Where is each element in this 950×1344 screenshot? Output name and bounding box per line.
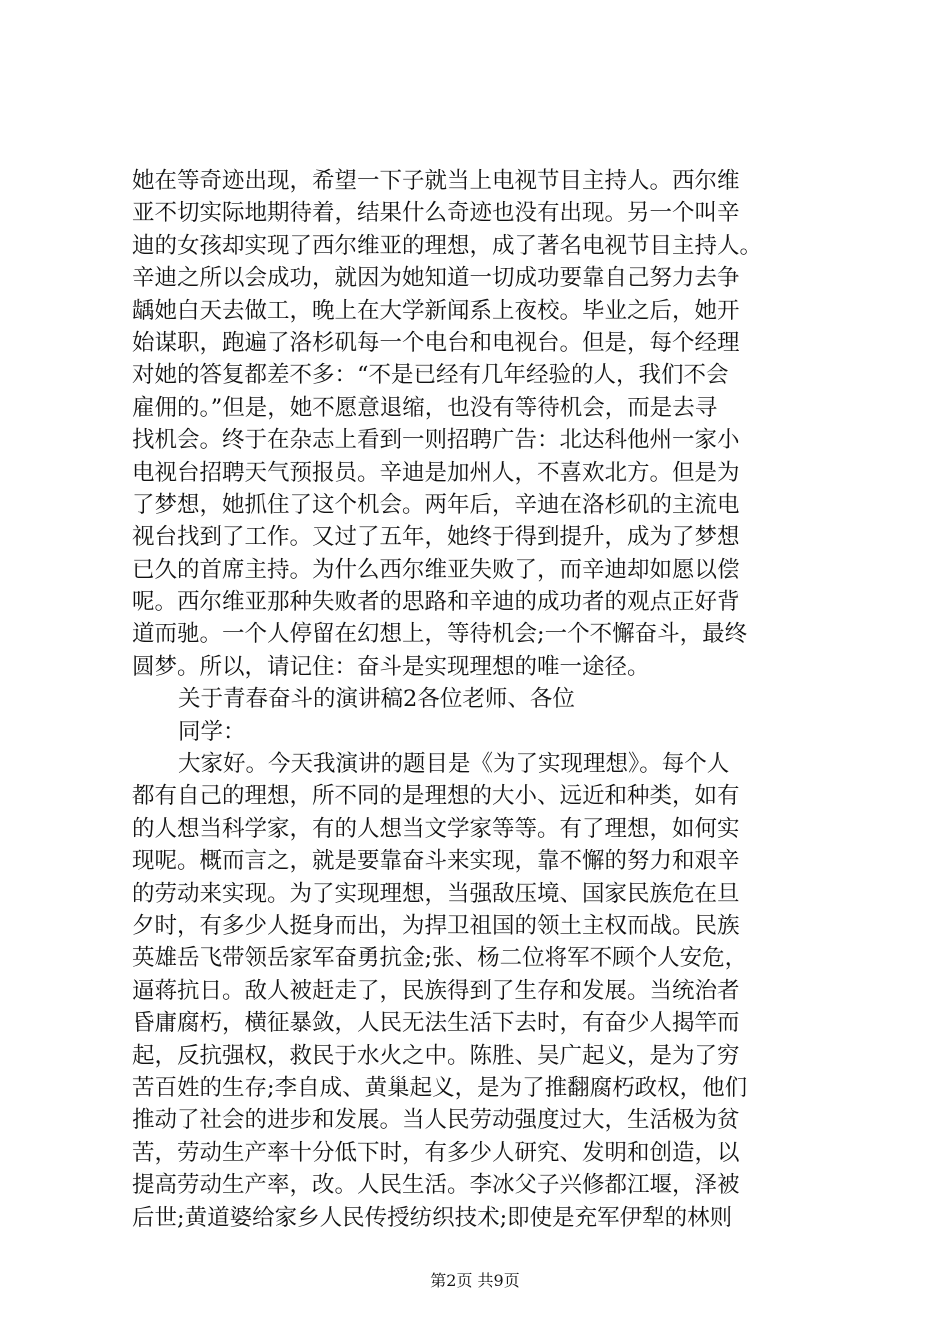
text-line: 电视台招聘天气预报员。辛迪是加州人，不喜欢北方。但是为 [132,459,740,486]
text-line: 苦百姓的生存;李自成、黄巢起义，是为了推翻腐朽政权，他们 [132,1074,748,1101]
section-heading: 关于青春奋斗的演讲稿2各位老师、各位 [178,686,575,713]
paragraph-start: 大家好。今天我演讲的题目是《为了实现理想》。每个人 [178,751,730,778]
text-line: 视台找到了工作。又过了五年，她终于得到提升，成为了梦想 [132,524,740,551]
text-line: 她在等奇迹出现，希望一下子就当上电视节目主持人。西尔维 [132,168,740,194]
text-line: 的人想当科学家，有的人想当文学家等等。有了理想，如何实 [132,815,740,842]
text-line: 对她的答复都差不多：“不是已经有几年经验的人，我们不会 [132,362,729,389]
body-text [132,165,832,1234]
text-line: 辛迪之所以会成功，就因为她知道一切成功要靠自己努力去争 [132,265,740,292]
text-line: 逼蒋抗日。敌人被赶走了，民族得到了生存和发展。当统治者 [132,977,740,1004]
text-line: 现呢。概而言之，就是要靠奋斗来实现，靠不懈的努力和艰辛 [132,848,740,875]
text-line: 龋她白天去做工，晚上在大学新闻系上夜校。毕业之后，她开 [132,297,740,324]
text-line: 昏庸腐朽，横征暴敛，人民无法生活下去时，有奋少人揭竿而 [132,1010,740,1037]
page-number: 第2页 共9页 [430,1271,520,1290]
text-line: 推动了社会的进步和发展。当人民劳动强度过大，生活极为贫 [132,1107,740,1134]
text-line: 找机会。终于在杂志上看到一则招聘广告：北达科他州一家小 [132,427,740,454]
text-line: 后世;黄道婆给家乡人民传授纺织技术;即使是充军伊犁的林则 [132,1204,733,1231]
salutation-line: 同学： [178,718,246,745]
text-line: 英雄岳飞带领岳家军奋勇抗金;张、杨二位将军不顾个人安危， [132,945,748,972]
text-line: 已久的首席主持。为什么西尔维亚失败了，而辛迪却如愿以偿 [132,556,740,583]
text-line: 起，反抗强权，救民于水火之中。陈胜、吴广起义，是为了穷 [132,1042,740,1069]
text-line: 亚不切实际地期待着，结果什么奇迹也没有出现。另一个叫辛 [132,200,740,227]
text-line: 雇佣的。”但是，她不愿意退缩，也没有等待机会，而是去寻 [132,394,718,421]
text-line: 始谋职，跑遍了洛杉矶每一个电台和电视台。但是，每个经理 [132,329,740,356]
text-line: 呢。西尔维亚那种失败者的思路和辛迪的成功者的观点正好背 [132,589,740,616]
text-line: 都有自己的理想，所不同的是理想的大小、远近和种类，如有 [132,783,740,810]
text-line: 的劳动来实现。为了实现理想，当强敌压境、国家民族危在旦 [132,880,740,907]
text-line: 提高劳动生产率，改。人民生活。李冰父子兴修都江堰，泽被 [132,1172,740,1199]
text-line: 道而驰。一个人停留在幻想上，等待机会;一个不懈奋斗，最终 [132,621,748,648]
text-line: 迪的女孩却实现了西尔维亚的理想，成了著名电视节目主持人。 [132,232,763,259]
text-line: 圆梦。所以，请记住：奋斗是实现理想的唯一途径。 [132,653,650,680]
text-line: 苦，劳动生产率十分低下时，有多少人研究、发明和创造，以 [132,1139,740,1166]
text-line: 夕时，有多少人挺身而出，为捍卫祖国的领土主权而战。民族 [132,912,740,939]
page-footer [0,1268,950,1291]
text-line: 了梦想，她抓住了这个机会。两年后，辛迪在洛杉矶的主流电 [132,491,740,518]
